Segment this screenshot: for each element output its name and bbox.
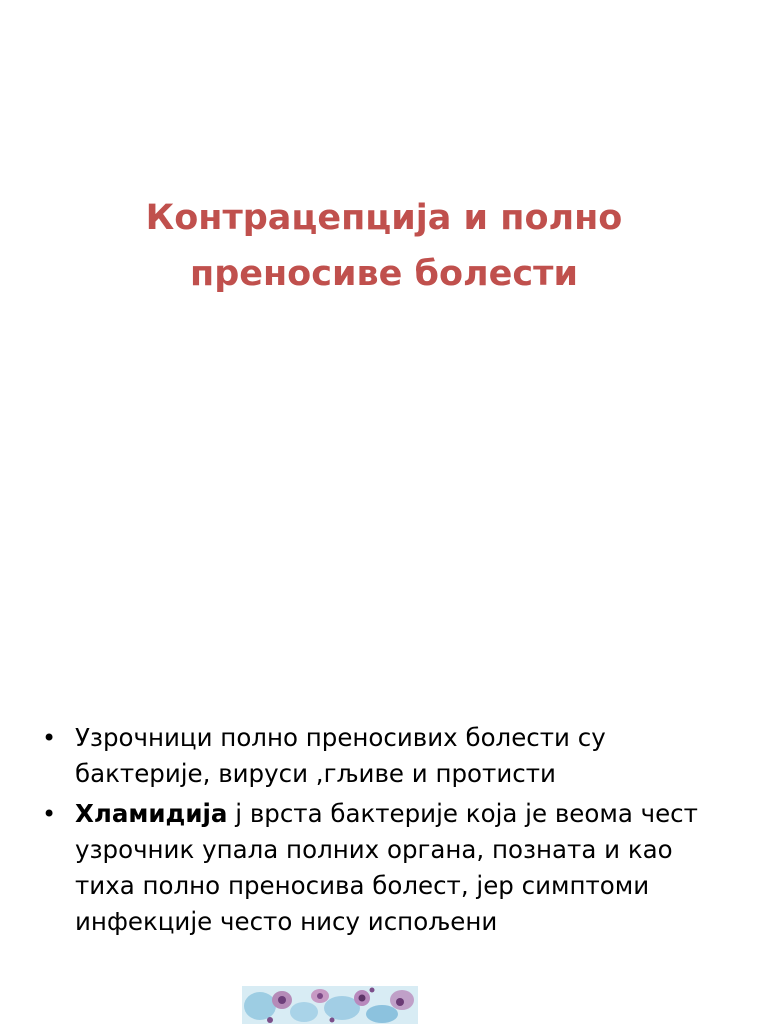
title-line-1: Контрацепција и полно — [145, 198, 623, 238]
bullet-item — [40, 720, 730, 792]
slide-title — [0, 190, 768, 302]
bullet-text: Узрочници полно преносивих болести су бактерије, вируси ,гљиве и протисти — [75, 723, 606, 788]
bullet-text: ј врста бактерије која је веома чест узрочник упала полних органа, позната и као тиха полно преносива болест, јер симптоми инфекције често нису испољени — [75, 799, 698, 936]
microscope-cells-image — [242, 986, 418, 1024]
bullet-dot-icon: • — [42, 724, 57, 752]
bullet-list — [40, 720, 730, 944]
bullet-dot-icon: • — [42, 800, 57, 828]
bullet-item — [40, 796, 730, 940]
title-line-2: преносиве болести — [190, 254, 578, 294]
bullet-bold-term: Хламидија — [75, 799, 228, 828]
